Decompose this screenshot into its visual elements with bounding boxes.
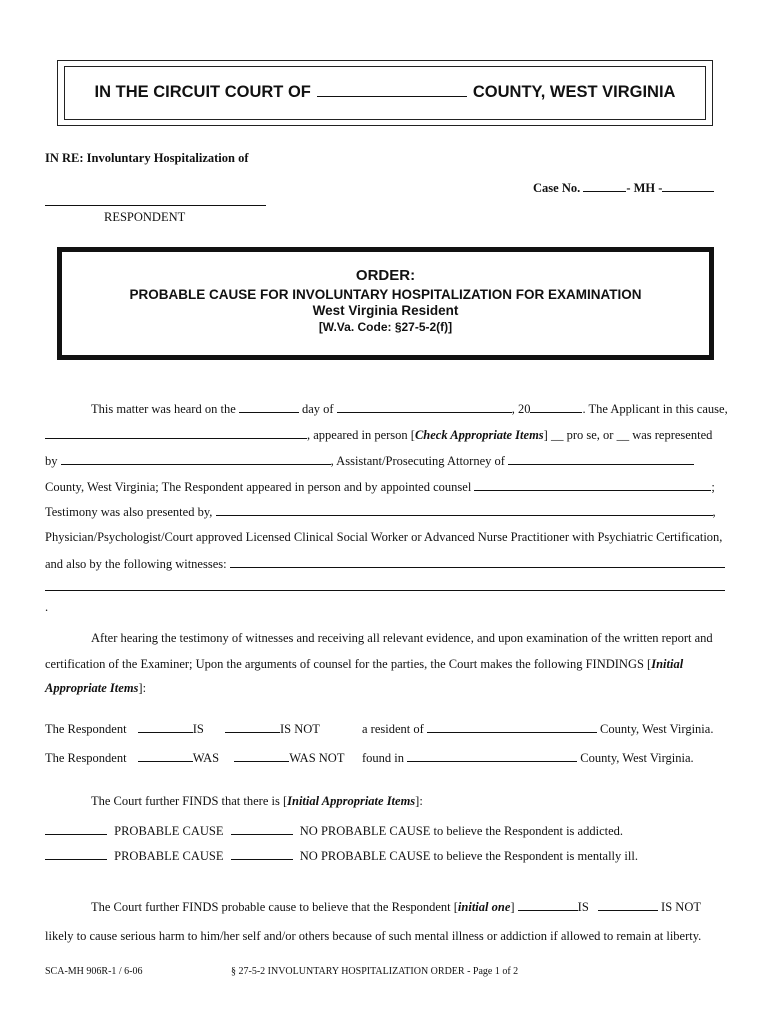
likely-harm-continued: likely to cause serious harm to him/her self and/or others because of such mental illness or addiction if allowed to remain at liberty.: [45, 929, 702, 943]
residency-row: [45, 721, 320, 737]
text: , appeared in person [: [307, 428, 415, 442]
text: a resident of: [362, 722, 424, 736]
likely-is-not-blank[interactable]: [598, 899, 658, 911]
examiner-line: Physician/Psychologist/Court approved Licensed Clinical Social Worker or Advanced Nurse Practitioner with Psychiatric Certification,: [45, 530, 723, 544]
period-mark: .: [45, 600, 49, 614]
order-subtitle: PROBABLE CAUSE FOR INVOLUNTARY HOSPITALIZATION FOR EXAMINATION: [129, 287, 642, 302]
found-county-blank[interactable]: [407, 750, 577, 762]
text: , 20: [511, 402, 531, 416]
initial-appropriate-items: Initial Appropriate Items: [287, 794, 416, 808]
county-blank[interactable]: [317, 82, 467, 97]
mh-label: - MH -: [626, 181, 663, 195]
year-blank[interactable]: [530, 401, 582, 413]
text: IS NOT: [661, 900, 701, 914]
text: ]:: [138, 681, 147, 695]
applicant-line: [45, 427, 712, 443]
found-county: [362, 750, 694, 766]
court-title-left: IN THE CIRCUIT COURT OF: [94, 83, 311, 101]
text: ]:: [415, 794, 423, 808]
is-not-resident-blank[interactable]: [225, 721, 280, 733]
witnesses-blank[interactable]: [230, 556, 725, 568]
resident-county-blank[interactable]: [427, 721, 597, 733]
text: The Court further FINDS that there is [: [91, 794, 288, 808]
appropriate-items-label: Appropriate Items: [45, 681, 139, 695]
text: WAS NOT: [289, 751, 345, 765]
form-id: SCA-MH 906R-1 / 6-06: [45, 966, 143, 977]
hearing-date-line: [91, 401, 728, 417]
order-title: ORDER:: [355, 267, 416, 284]
testimony-line: [45, 504, 716, 520]
text: NO PROBABLE CAUSE to believe the Respondent is addicted.: [299, 824, 624, 838]
case-no-label: Case No.: [533, 181, 581, 195]
text: by: [45, 454, 58, 468]
initial-one: initial one: [457, 900, 511, 914]
case-number: [533, 180, 714, 196]
month-blank[interactable]: [337, 401, 512, 413]
text: IS: [577, 900, 589, 914]
text: NO PROBABLE CAUSE to believe the Respondent is mentally ill.: [299, 849, 638, 863]
order-resident: West Virginia Resident: [312, 303, 459, 318]
text: . The Applicant in this cause,: [582, 402, 728, 416]
text: IS NOT: [279, 722, 320, 736]
text: This matter was heard on the: [91, 402, 236, 416]
found-row: [45, 750, 344, 766]
text: ] __ pro se, or __ was represented: [543, 428, 713, 442]
testimony-blank[interactable]: [216, 504, 713, 516]
text: The Court further FINDS probable cause to believe that the Respondent [: [91, 900, 458, 914]
no-pc-mentally-ill-blank[interactable]: [231, 848, 293, 860]
text: day of: [302, 402, 334, 416]
text: County, West Virginia; The Respondent appeared in person and by appointed counsel: [45, 480, 472, 494]
case-no-blank[interactable]: [583, 180, 626, 192]
addicted-row: [45, 823, 623, 839]
text: found in: [362, 751, 405, 765]
further-finds-line: [91, 794, 423, 809]
was-not-found-blank[interactable]: [234, 750, 289, 762]
witnesses-line: [45, 556, 725, 572]
court-title-right: COUNTY, WEST VIRGINIA: [472, 83, 676, 101]
mentally-ill-row: [45, 848, 638, 864]
footer-title: § 27-5-2 INVOLUNTARY HOSPITALIZATION ORDER - Page 1 of 2: [231, 966, 519, 977]
counsel-blank[interactable]: [474, 479, 711, 491]
mh-blank[interactable]: [662, 180, 714, 192]
appropriate-items-line: [45, 681, 146, 696]
witnesses-blank-2[interactable]: [45, 590, 725, 591]
is-resident-blank[interactable]: [138, 721, 193, 733]
initial-label: Initial: [651, 657, 684, 671]
court-title: [64, 82, 706, 102]
text: certification of the Examiner; Upon the arguments of counsel for the parties, the Court makes the following FINDINGS [: [45, 657, 652, 671]
counsel-line: [45, 479, 715, 495]
text: Testimony was also presented by,: [45, 505, 213, 519]
in-re-heading: IN RE: Involuntary Hospitalization of: [45, 151, 249, 165]
text: County, West Virginia.: [600, 722, 714, 736]
text: ]: [510, 900, 515, 914]
was-found-blank[interactable]: [138, 750, 193, 762]
check-appropriate-items: Check Appropriate Items: [414, 428, 544, 442]
respondent-name-line[interactable]: [45, 205, 266, 206]
after-hearing-line: After hearing the testimony of witnesses and receiving all relevant evidence, and upon examination of the written report and: [91, 631, 713, 645]
applicant-blank[interactable]: [45, 427, 307, 439]
text: PROBABLE CAUSE: [114, 849, 224, 863]
pc-mentally-ill-blank[interactable]: [45, 848, 107, 860]
text: IS: [192, 722, 204, 736]
pc-addicted-blank[interactable]: [45, 823, 107, 835]
attorney-line: [45, 453, 694, 469]
county-attorney-blank[interactable]: [508, 453, 694, 465]
respondent-label: RESPONDENT: [104, 210, 186, 224]
text: ,: [712, 505, 716, 519]
text: The Respondent: [45, 751, 127, 765]
text: County, West Virginia.: [580, 751, 694, 765]
likely-harm-line: [91, 899, 701, 915]
attorney-blank[interactable]: [61, 453, 331, 465]
likely-is-blank[interactable]: [518, 899, 578, 911]
text: , Assistant/Prosecuting Attorney of: [330, 454, 505, 468]
no-pc-addicted-blank[interactable]: [231, 823, 293, 835]
order-code: [W.Va. Code: §27-5-2(f)]: [318, 320, 453, 334]
text: and also by the following witnesses:: [45, 557, 227, 571]
text: The Respondent: [45, 722, 127, 736]
residency-county: [362, 721, 713, 737]
certification-line: [45, 657, 683, 672]
day-blank[interactable]: [239, 401, 299, 413]
text: ;: [711, 480, 715, 494]
text: PROBABLE CAUSE: [114, 824, 224, 838]
text: WAS: [192, 751, 220, 765]
